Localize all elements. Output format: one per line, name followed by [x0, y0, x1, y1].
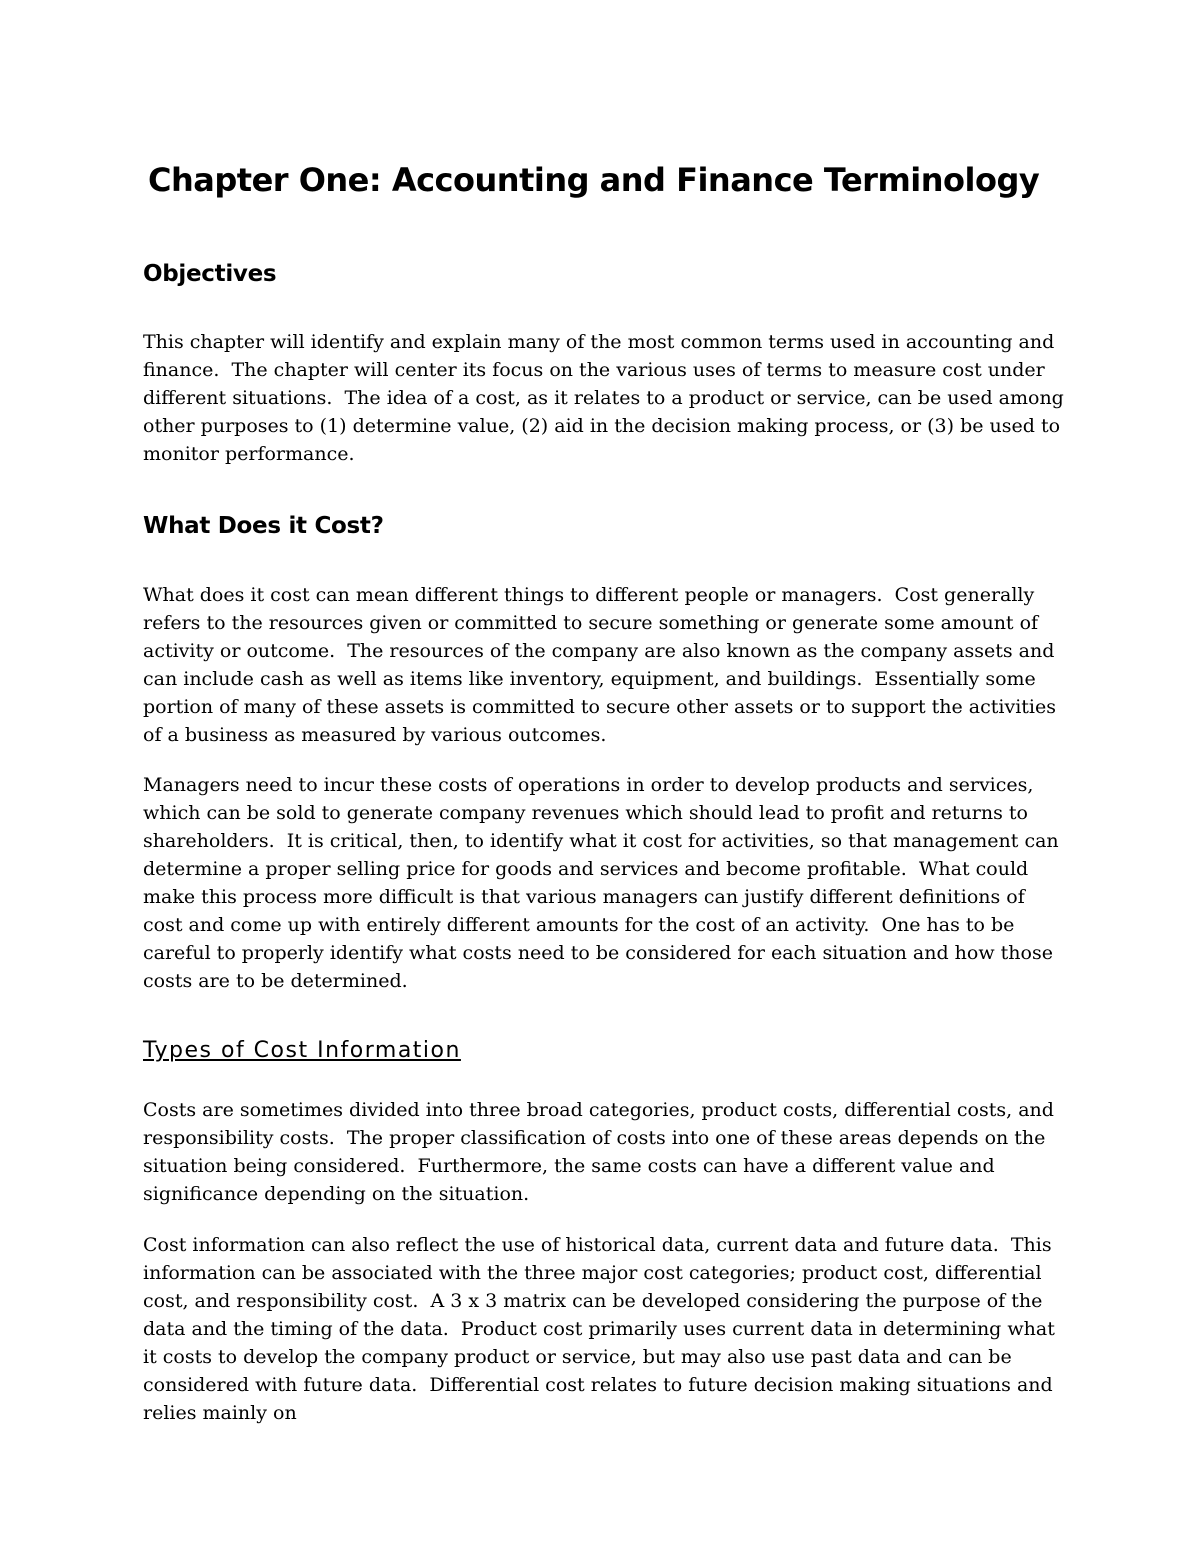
section-heading-objectives: Objectives: [143, 261, 277, 287]
paragraph-types-of-cost-2: Cost information can also reflect the use of historical data, current data and future data. This information can be associated with the three major cost categories; product cost, differential cost, and responsibility cost. A 3 x 3 matrix can be developed considering the purpose of the data and the timing of the data. Product cost primarily uses current data in determining what it costs to develop the company product or service, but may also use past data and can be considered with future data. Differential cost relates to future decision making situations and relies mainly on: [143, 1234, 1061, 1424]
subsection-heading-types-of-cost-information: Types of Cost Information: [143, 1038, 461, 1063]
paragraph-objectives-1: This chapter will identify and explain many of the most common terms used in accounting and finance. The chapter will center its focus on the various uses of terms to measure cost under different situations. The idea of a cost, as it relates to a product or service, can be used among other purposes to (1) determine value, (2) aid in the decision making process, or (3) be used to monitor performance.: [143, 331, 1070, 465]
paragraph-what-does-it-cost-1: What does it cost can mean different things to different people or managers. Cost generally refers to the resources given or committed to secure something or generate some amount of activity or outcome. The resources of the company are also known as the company assets and can include cash as well as items like inventory, equipment, and buildings. Essentially some portion of many of these assets is committed to secure other assets or to support the activities of a business as measured by various outcomes.: [143, 584, 1063, 746]
chapter-title: Chapter One: Accounting and Finance Terminology: [148, 161, 1040, 199]
section-heading-what-does-it-cost: What Does it Cost?: [143, 513, 384, 539]
paragraph-types-of-cost-1: Costs are sometimes divided into three broad categories, product costs, differential costs, and responsibility costs. The proper classification of costs into one of these areas depends on the situation being considered. Furthermore, the same costs can have a different value and significance depending on the situation.: [143, 1099, 1060, 1205]
paragraph-what-does-it-cost-2: Managers need to incur these costs of operations in order to develop products and services, which can be sold to generate company revenues which should lead to profit and returns to shareholders. It is critical, then, to identify what it cost for activities, so that management can determine a proper selling price for goods and services and become profitable. What could make this process more difficult is that various managers can justify different definitions of cost and come up with entirely different amounts for the cost of an activity. One has to be careful to properly identify what costs need to be considered for each situation and how those costs are to be determined.: [143, 774, 1065, 992]
